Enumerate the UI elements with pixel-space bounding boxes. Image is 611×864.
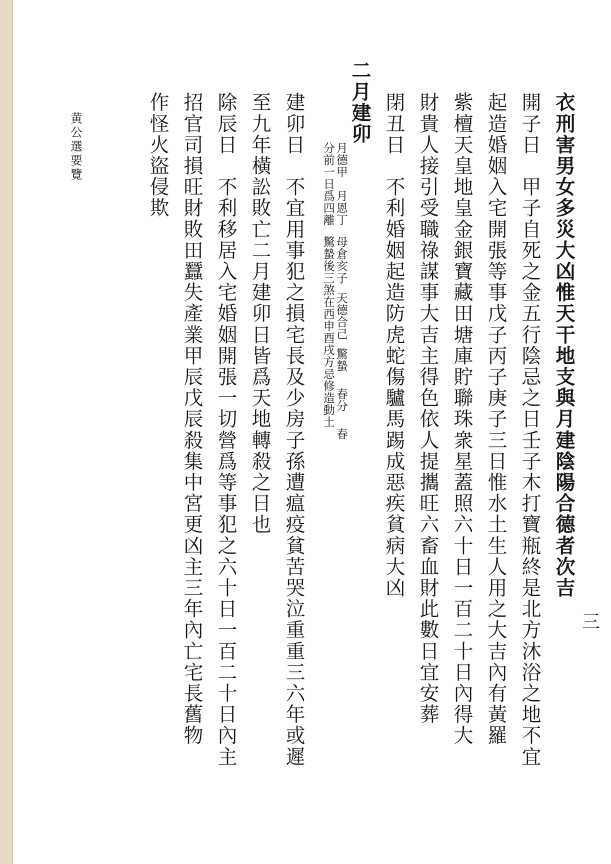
text-column-2: 開子日 甲子自死之金五行陰忌之日壬子木打寶瓶終是北方沐浴之地不宜 xyxy=(518,92,542,768)
month-note-sili: 分前一日爲四離 xyxy=(322,142,337,226)
month-heading: 二月建卯 xyxy=(348,60,372,145)
text-column-4: 紫檀天皇地皇金銀寶藏田塘庫貯聯珠衆星蓋照六十日一百二十日內得大 xyxy=(450,92,474,747)
running-title: 黄公選要覽 xyxy=(69,112,83,182)
text-column-5: 財貴人接引受職祿謀事大吉主得色依人提攜旺六畜血財此數日宜安葬 xyxy=(416,92,440,725)
month-note-chun: 春 xyxy=(335,428,350,440)
month-note-yuede: 月德甲 xyxy=(335,142,350,178)
text-column-9: 至九年橫訟敗亡二月建卯日皆爲天地轉殺之日也 xyxy=(248,92,272,536)
text-column-8: 建卯日 不宜用事犯之損宅長及少房子孫遭瘟疫貧苦哭泣重重三六年或遲 xyxy=(282,92,306,768)
page-number: 三 xyxy=(579,612,600,632)
book-page xyxy=(14,0,611,864)
month-note-sansha: 驚蟄後三煞在西申酉戌方忌修造動土 xyxy=(322,236,337,428)
month-note-yuen: 月恩丁 xyxy=(335,190,350,226)
book-binding-edge xyxy=(0,0,13,864)
text-column-6: 閉丑日 不利婚姻起造防虎蛇傷驢馬踢成惡疾貧病大凶 xyxy=(382,92,406,599)
month-note-chunfen: 春分 xyxy=(335,388,350,412)
text-column-11: 招官司損旺財敗田蠶失產業甲辰戊辰殺集中宮更凶主三年內亡宅長舊物 xyxy=(180,92,204,747)
month-note-jingzhe: 驚蟄 xyxy=(335,348,350,372)
month-note-tiandehe: 天德合己 xyxy=(335,292,350,340)
text-column-10: 除辰日 不利移居入宅婚姻開張一切營爲等事犯之六十日一百二十日內主 xyxy=(214,92,238,768)
month-note-mucang: 母倉亥子 xyxy=(335,236,350,284)
text-column-12: 作怪火盜侵欺 xyxy=(146,92,170,219)
text-column-1: 衣刑害男女多災大凶惟天干地支與月建陰陽合德者次吉 xyxy=(552,92,576,599)
text-column-3: 起造婚姻入宅開張等事戊子丙子庚子三日惟水土生人用之大吉內有黃羅 xyxy=(484,92,508,747)
